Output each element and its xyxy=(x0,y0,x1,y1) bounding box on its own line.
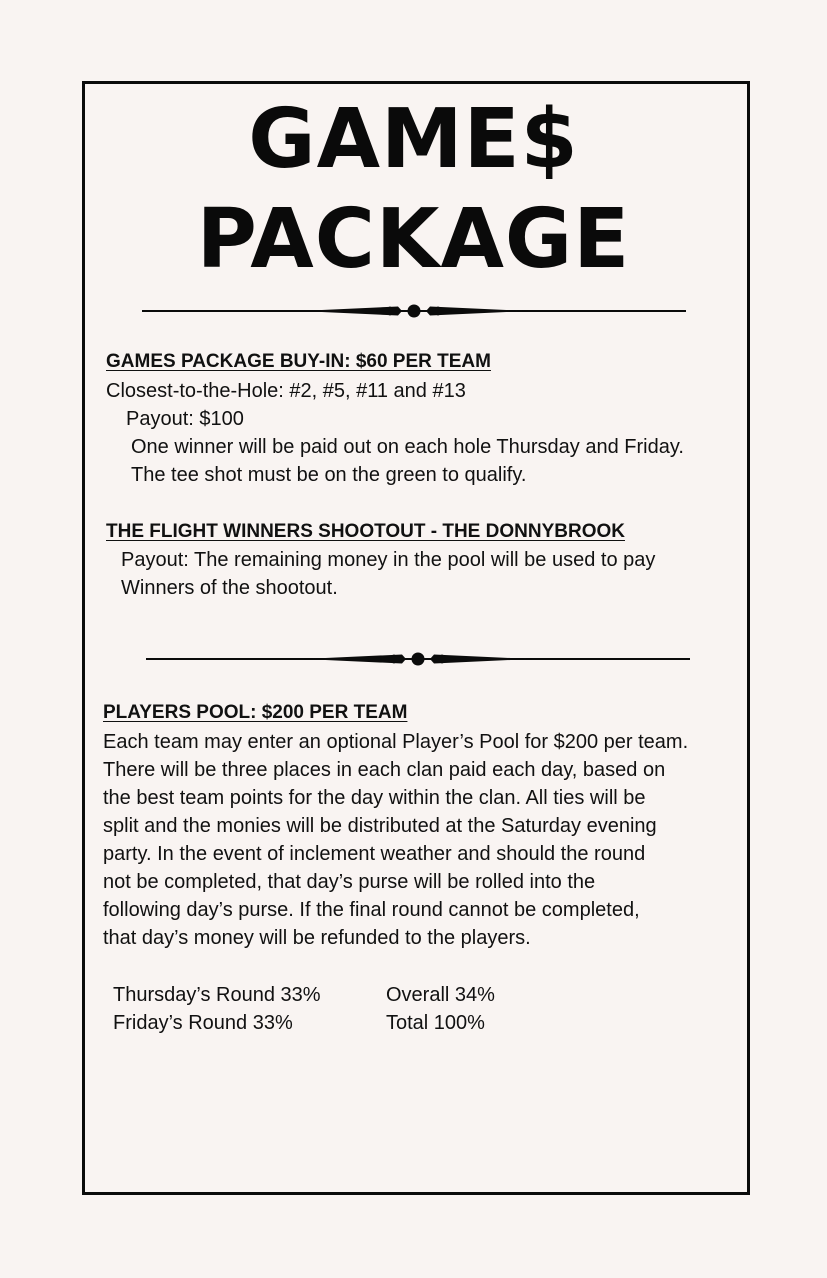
ornament-divider-top xyxy=(140,300,688,322)
split-friday: Friday’s Round 33% xyxy=(113,1012,293,1034)
games-package-heading: GAMES PACKAGE BUY-IN: $60 PER TEAM xyxy=(106,351,491,372)
shootout-line-1: Payout: The remaining money in the pool will be used to pay xyxy=(121,549,656,571)
games-payout-line: Payout: $100 xyxy=(126,408,244,430)
split-total: Total 100% xyxy=(386,1012,485,1034)
title-line-1: GAME$ xyxy=(248,92,579,187)
flight-shootout-heading: THE FLIGHT WINNERS SHOOTOUT - THE DONNYBROOK xyxy=(106,521,625,542)
players-pool-line: the best team points for the day within the clan. All ties will be xyxy=(103,787,646,809)
title-line-2: PACKAGE xyxy=(196,192,631,287)
players-pool-line: There will be three places in each clan paid each day, based on xyxy=(103,759,666,781)
games-note-1: One winner will be paid out on each hole Thursday and Friday. xyxy=(131,436,684,458)
players-pool-line: following day’s purse. If the final round cannot be completed, xyxy=(103,899,640,921)
players-pool-line: that day’s money will be refunded to the players. xyxy=(103,927,531,949)
players-pool-line: party. In the event of inclement weather and should the round xyxy=(103,843,646,865)
closest-to-hole-line: Closest-to-the-Hole: #2, #5, #11 and #13 xyxy=(106,380,466,402)
shootout-line-2: Winners of the shootout. xyxy=(121,577,338,599)
players-pool-line: split and the monies will be distributed at the Saturday evening xyxy=(103,815,657,837)
games-note-2: The tee shot must be on the green to qualify. xyxy=(131,464,527,486)
ornament-divider-middle xyxy=(144,648,692,670)
players-pool-heading: PLAYERS POOL: $200 PER TEAM xyxy=(103,702,408,723)
players-pool-line: Each team may enter an optional Player’s Pool for $200 per team. xyxy=(103,731,689,753)
split-overall: Overall 34% xyxy=(386,984,495,1006)
split-thursday: Thursday’s Round 33% xyxy=(113,984,321,1006)
players-pool-paragraph xyxy=(103,728,733,952)
players-pool-line: not be completed, that day’s purse will be rolled into the xyxy=(103,871,596,893)
